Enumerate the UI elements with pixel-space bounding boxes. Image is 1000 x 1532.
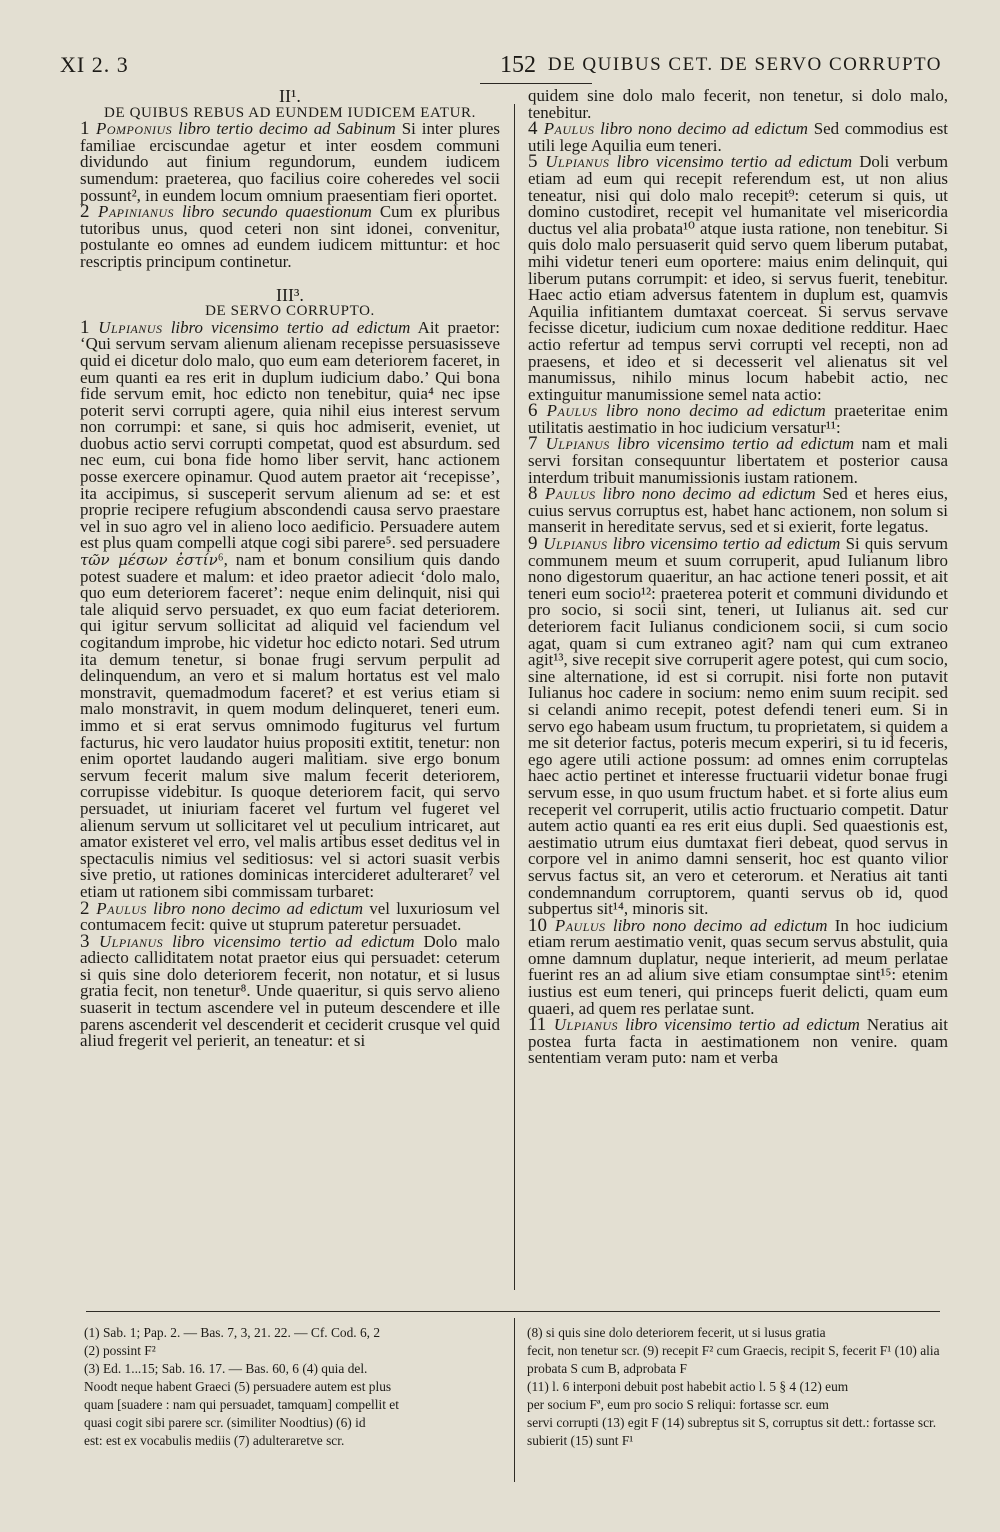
footnote-line: servi corrupti (13) egit F (14) subreptus sit S, corruptus sit dett.: fortasse scr. subierit (15) sunt F¹ bbox=[527, 1415, 937, 1448]
section-number: III³. bbox=[276, 284, 304, 305]
paragraph bbox=[80, 316, 500, 901]
work-citation: libro vicensimo tertio ad edictum bbox=[607, 534, 841, 554]
work-citation: libro secundo quaestionum bbox=[174, 202, 372, 222]
fragment-number: 11 bbox=[528, 1014, 554, 1036]
right-column bbox=[528, 88, 948, 1067]
work-citation: libro vicensimo tertio ad edictum bbox=[163, 931, 415, 951]
paragraph bbox=[528, 118, 948, 155]
fragment-number: 2 bbox=[80, 201, 99, 223]
paragraph bbox=[528, 151, 949, 404]
jurist-name: Papinianus bbox=[98, 202, 174, 222]
paragraph bbox=[528, 433, 949, 487]
fragment-number: 9 bbox=[528, 533, 544, 555]
jurist-name: Paulus bbox=[546, 401, 598, 421]
work-citation: libro nono decimo ad edictum bbox=[146, 898, 364, 918]
paragraph bbox=[528, 1014, 948, 1068]
paragraph-text: Neratius ait postea furta facta in aestimationem non venire. quam sententiam veram puto: nam et verba bbox=[528, 1015, 948, 1068]
greek-phrase: τῶν μέσων ἐστίν bbox=[80, 551, 218, 570]
jurist-name: Ulpianus bbox=[545, 434, 610, 454]
footnote-line: (11) l. 6 interponi debuit post habebit actio l. 5 § 4 (12) eum bbox=[527, 1379, 849, 1394]
footnotes-right bbox=[527, 1324, 947, 1450]
paragraph-text: Sed commodius est utili lege Aquilia eum teneri. bbox=[528, 119, 948, 155]
paragraph-text: ⁶, nam et bonum consilium quis dando potest suadere et malum: et ideo praetor adiecit ‘dolo malo, quo eum deteriorem faceret’: neque enim delinquit, nisi qui tale aliquid servo persuadet, ex quo eum faciat deteriorem. qui igitur servum sollicitat ad aliquid vel faciendum vel cogitandum improbe, hic videtur hoc edicto notari. Sed utrum ita demum tenetur, si bonae frugi servum perpulit ad delinquendum, an vero et si malum hortatus est vel malo monstravit, quemadmodum faceret? et est verius etiam si malo monstravit, in quem modum delinqueret, teneri eum. immo et si erat servus omnimodo fugiturus vel furtum facturus, hic vero laudator huius propositi extitit, tenetur: non enim oportet laudando augeri malitiam. sive ergo bonum servum fecerit malum sive malum fecerit deteriorem, corrupisse videbitur. Is quoque deteriorem facit, qui servo persuadet, ut iniuriam faceret vel furtum vel fugeret vel alienum servum ut sollicitaret vel ut peculium intricaret, aut amator existeret vel erro, vel malis artibus esset deditus vel in spectaculis nimius vel seditiosus: vel si actori suasit verbis sive pretio, ut rationes dominicas intercideret adulteraret⁷ vel etiam ut rationem sibi commissam turbaret: bbox=[80, 550, 500, 901]
work-citation: libro nono decimo ad edictum bbox=[594, 119, 808, 139]
paragraph-text: Dolo malo adiecto calliditatem notat praetor eius qui persuadet: ceterum si quis sine dolo deteriorem fecerit, non notatur, et si lusus gratia fecit, non tenetur⁸. Unde quaeritur, si quis servo alieno suaserit in tectum ascendere vel in puteum descendere et ille parens ascenderit vel descenderit et ceciderit crusque vel quid aliud fregerit vel perierit, an teneatur: et si bbox=[80, 931, 501, 1051]
footnote-line: per socium Fª, eum pro socio S reliqui: fortasse scr. eum bbox=[527, 1397, 829, 1412]
section-title: DE QUIBUS REBUS AD EUNDEM IUDICEM EATUR. bbox=[104, 104, 476, 121]
section-number: II¹. bbox=[279, 86, 301, 106]
footnote-line: est: est ex vocabulis mediis (7) adulteraretve scr. bbox=[84, 1433, 345, 1448]
paragraph bbox=[80, 930, 501, 1051]
jurist-name: Pomponius bbox=[96, 119, 173, 139]
header-right: DE QUIBUS CET. DE SERVO CORRUPTO bbox=[547, 54, 942, 75]
footnote-line: Noodt neque habent Graeci (5) persuadere autem est plus bbox=[84, 1379, 392, 1394]
paragraph-text: In hoc iudicium etiam rerum aestimatio venit, quas secum servus abstulit, quia omne damnum duplatur, neque interierit, ad meum perlatae fuerint res an ad alium sive etiam consumptae sint¹⁵: etenim iustius est eum teneri, qui princeps fuerit delicti, quam eum quaeri, ad quem res perlatae sunt. bbox=[528, 915, 948, 1018]
paragraph-text: praeteritae enim utilitatis aestimatio in hoc iudicium versatur¹¹: bbox=[528, 401, 948, 437]
paragraph bbox=[528, 533, 949, 919]
paragraph-text: Ait praetor: ‘Qui servum servam alienum alienam recepisse persuasisseve quid ei dicetur dolo malo, quo eum eam deteriorem faceret, in eum quanti ea res erit in duplum iudicium dabo.’ Qui bona fide servum emit, hoc edicto non tenebitur, quia⁴ nec ipse poterit servi corrupti agere, quia nihil eius interest servum non corrumpi: et sane, si quis hoc admiserit, eveniet, ut duobus actio servi corrupti competat, quod est absurdum. sed nec eum, cui bona fide homo liber servit, hanc actionem posse exercere opinamur. Quod autem praetor ait ‘recepisse’, ita accipimus, si susceperit servum alienum ad se: et est proprie recipere refugium abscondendi causa servo praestare vel in suo agro vel in alieno loco aedificio. Persuadere autem est plus quam compelli atque cogi sibi parere⁵. sed persuadere bbox=[80, 317, 500, 553]
paragraph bbox=[528, 400, 948, 437]
header-left: XI 2. 3 bbox=[60, 52, 129, 77]
paragraph-text: Si quis servum communem meum et suum corruperit, apud Iulianum libro nono digestorum quaeritur, an hac actione teneri possit, et ait teneri eum socio¹²: praeterea poterit et communi dividundo et pro socio, si socii sint, teneri, ut Iulianus ait. sed cur deteriorem facit Iulianus condicionem socii, si cum socio agat, quam si cum extraneo agit? nam qui cum extraneo agit¹³, sive recepit sive corruperit agere potest, qui cum socio, sine alternatione, id est si corrupit. nisi forte non putavit Iulianus hoc cadere in socium: nemo enim suum recipit. sed si celandi animo recepit, potest defendi teneri eum. Si in servo ego habeam usum fructum, tu proprietatem, si quidem a me sit deterior factus, poteris mecum experiri, si tu id feceris, ego agere utili actione possum: ad omnes enim corruptelas haec actio pertinet et interesse fructuarii videtur bonae frugi servum esse, in quo usum fructum habet. et si forte alius eum receperit vel corruperit, utilis actio fructuario competit. Datur autem actio quanti ea res erit eius dupli. Sed quaestionis est, aestimatio utrum eius dumtaxat fieri debeat, quod servus in corpore vel in animo damni senserit, hoc est quanto vilior servus factus sit, an vero et ceterorum. et Neratius ait tanti condemnandum corruptorem, quanti servus ob id, quod subpertus sit¹⁴, minoris sit. bbox=[528, 534, 949, 919]
jurist-name: Ulpianus bbox=[545, 152, 610, 172]
jurist-name: Paulus bbox=[543, 119, 595, 139]
jurist-name: Ulpianus bbox=[98, 317, 163, 337]
running-header bbox=[60, 52, 942, 86]
work-citation: libro tertio decimo ad Sabinum bbox=[172, 119, 396, 139]
footnote-column-divider bbox=[514, 1318, 515, 1482]
paragraph bbox=[80, 118, 500, 205]
paragraph-text: Si inter plures familiae erciscundae agetur et inter eosdem communi dividundo aut finium regundorum, eundem iudicem sumendum: praeterea, quo facilius coire coheredes vel socii possunt², in eundem locum omnium praesentiam fieri oportet. bbox=[80, 119, 500, 205]
paragraph-text: vel luxuriosum vel contumacem fecit: quive ut stuprum pateretur persuadet. bbox=[80, 898, 500, 935]
jurist-name: Ulpianus bbox=[543, 534, 608, 554]
work-citation: libro nono decimo ad edictum bbox=[597, 401, 826, 421]
work-citation: libro vicensimo tertio ad edictum bbox=[609, 152, 853, 172]
paragraph-text: Cum ex pluribus tutoribus unus, quod ceteri non sint idonei, convenitur, postulante eo omnes ad eundem iudicem mittuntur: et hoc rescriptis principum continetur. bbox=[80, 202, 500, 271]
fragment-number: 10 bbox=[528, 914, 555, 936]
fragment-number: 3 bbox=[80, 930, 99, 952]
footnote-line: (3) Ed. 1...15; Sab. 16. 17. — Bas. 60, 6 (4) quia del. bbox=[84, 1361, 368, 1376]
page-number-rule bbox=[480, 83, 592, 84]
fragment-number: 8 bbox=[528, 483, 545, 505]
work-citation: libro vicensimo tertio ad edictum bbox=[162, 317, 411, 337]
jurist-name: Ulpianus bbox=[98, 931, 164, 951]
work-citation: libro nono decimo ad edictum bbox=[605, 915, 828, 935]
fragment-number: 1 bbox=[80, 118, 97, 140]
jurist-name: Paulus bbox=[96, 898, 147, 918]
footnote-line: (1) Sab. 1; Pap. 2. — Bas. 7, 3, 21. 22. — Cf. Cod. 6, 2 bbox=[84, 1325, 381, 1340]
paragraph-text: Sed et heres eius, cuius servus corruptus est, habet hanc actionem, non solum si manserit in hereditate servus, sed et si exierit, forte legatus. bbox=[528, 484, 948, 537]
column-divider bbox=[514, 104, 515, 1290]
paragraph-text: nam et mali servi forsitan consequuntur libertatem et posterior causa interdum tribuit manumissionis iustam rationem. bbox=[528, 434, 949, 487]
work-citation: libro vicensimo tertio ad edictum bbox=[618, 1015, 860, 1035]
footnote-line: quasi cogit sibi parere scr. (similiter Noodtius) (6) id bbox=[84, 1415, 366, 1430]
fragment-number: 2 bbox=[80, 897, 97, 919]
jurist-name: Ulpianus bbox=[553, 1015, 619, 1035]
fragment-number: 7 bbox=[528, 433, 546, 455]
fragment-number: 6 bbox=[528, 400, 547, 422]
work-citation: libro nono decimo ad edictum bbox=[595, 484, 816, 504]
work-citation: libro vicensimo tertio ad edictum bbox=[609, 434, 855, 454]
footnote-line: quam [suadere : nam qui persuadet, tamquam] compellit et bbox=[84, 1397, 399, 1412]
paragraph-text: Doli verbum etiam ad eum qui recepit referendum est, ut non alius teneatur, nisi qui dolo malo recepit⁹: ceterum si quis, ut domino custodiret, recepit vel humanitate vel misericordia ductus vel alia probata¹⁰ atque iusta ratione, non tenebitur. Si quis dolo malo persuaserit quid servo quem liberum putabat, mihi videtur teneri eum oportere: maius enim delinquit, qui liberum putans corrumpit: et ideo, si servus fuerit, tenebitur. Haec actio etiam adversus fatentem in duplum est, quamvis Aquilia infitiantem dumtaxat coerceat. Si servus servave fecisse dicetur, iudicium cum noxae deditione redditur. Haec actio refertur ad tempus servi corrupti vel recepti, non ad praesens, et ideo et si decesserit vel alienatus sit vel manumissus, nihilo minus locum habebit actio, nec extinguitur manumissione semel nata actio: bbox=[528, 152, 949, 404]
fragment-number: 5 bbox=[528, 151, 546, 173]
footnote-separator bbox=[86, 1311, 940, 1312]
left-column bbox=[80, 88, 500, 1050]
paragraph bbox=[80, 897, 500, 935]
page-number: 152 bbox=[500, 52, 536, 78]
fragment-number: 1 bbox=[80, 316, 99, 338]
footnote-line: fecit, non tenetur scr. (9) recepit F² cum Graecis, recipit S, fecerit F¹ (10) alia probata S cum B, adprobata F bbox=[527, 1343, 940, 1376]
paragraph bbox=[528, 483, 948, 537]
paragraph bbox=[80, 201, 500, 271]
footnotes-left bbox=[84, 1324, 504, 1450]
section-title: DE SERVO CORRUPTO. bbox=[205, 303, 375, 320]
footnote-line: (8) si quis sine dolo deteriorem fecerit, ut si lusus gratia bbox=[527, 1325, 826, 1340]
jurist-name: Paulus bbox=[554, 915, 606, 935]
paragraph bbox=[528, 914, 948, 1018]
fragment-number: 4 bbox=[528, 118, 544, 140]
jurist-name: Paulus bbox=[544, 484, 596, 504]
paragraph: quidem sine dolo malo fecerit, non tenetur, si dolo malo, tenebitur. bbox=[528, 86, 948, 122]
footnote-line: (2) possint F² bbox=[84, 1343, 156, 1358]
